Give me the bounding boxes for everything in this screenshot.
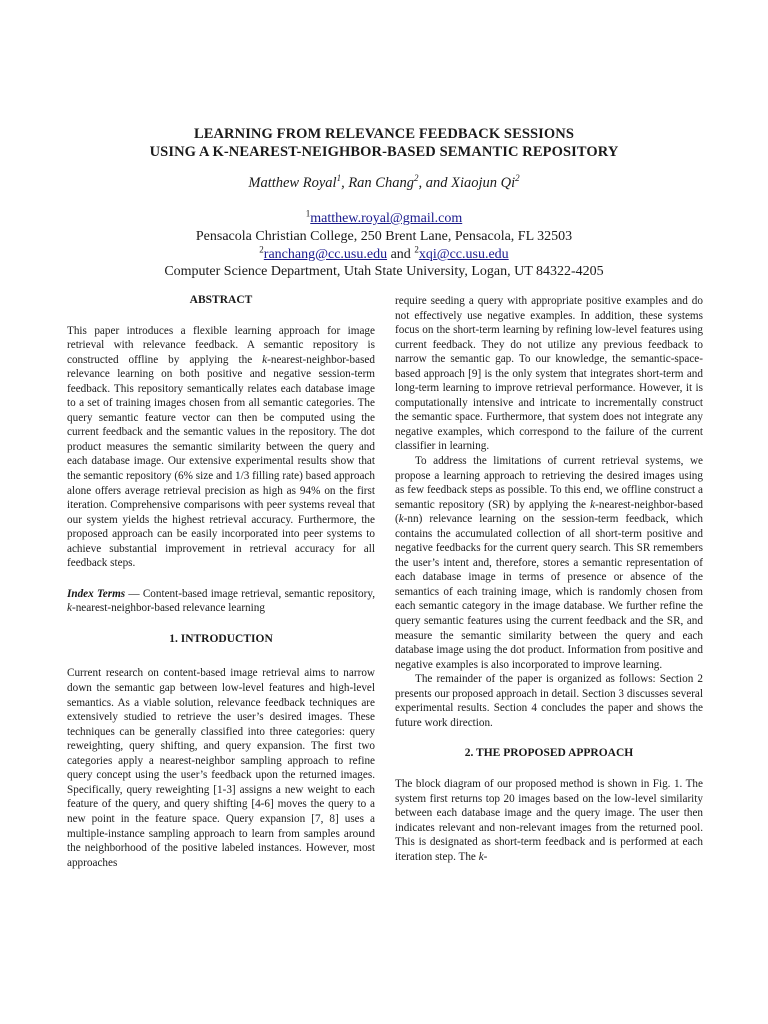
affiliation-email-1 bbox=[0, 210, 768, 227]
author-separator: , and bbox=[418, 175, 452, 191]
right-paragraph-2: To address the limitations of current retrieval systems, we propose a learning approach to retrieving the desired images using as few feedback steps as possible. To this end, we offline construct a semantic repository (SR) by applying the k-nearest-neighbor-based (k-nn) relevance learning on the session-term feedback, which contains the accumulated collection of all short-term positive and negative feedbacks for the current query search. This SR remembers the user’s intent and, therefore, stores a semantic representation of each database image in terms of presence or absence of the semantics of each training image, which is randomly chosen from each semantic category in the image database. We further refine the query semantic features using the current feedback and the SR, and measure the semantic similarity between the query and each database image using the dot product. Information from positive and negative examples is also incorporated to improve learning. bbox=[395, 455, 703, 671]
proposed-approach-heading: 2. THE PROPOSED APPROACH bbox=[464, 747, 634, 760]
abstract-heading: ABSTRACT bbox=[189, 294, 253, 306]
author-1-sup: 1 bbox=[336, 173, 342, 184]
author-3: Xiaojun Qi bbox=[451, 175, 516, 191]
author-2-sup: 2 bbox=[413, 173, 419, 184]
index-terms: Index Terms — Content-based image retrieval, semantic repository, k-nearest-neighbor-based relevance learning bbox=[67, 587, 375, 615]
introduction-heading: 1. INTRODUCTION bbox=[169, 632, 273, 645]
paper-title-line2: USING A K-NEAREST-NEIGHBOR-BASED SEMANTIC REPOSITORY bbox=[149, 144, 619, 160]
email-link-3[interactable]: xqi@cc.usu.edu bbox=[418, 247, 509, 262]
email-2-sup: 2 bbox=[259, 244, 264, 255]
author-1: Matthew Royal bbox=[248, 175, 337, 191]
introduction-paragraph: Current research on content-based image retrieval aims to narrow down the semantic gap between low-level features and high-level semantics. As a viable solution, relevance feedback techniques are extensively studied to retrieve the user’s desired images. These techniques can be generally classified into three categories: query reweighting, query shifting, and query expansion. The first two categories apply a nearest-neighbor sampling approach to refine query concept using the user’s feedback upon the returned images. Specifically, query reweighting [1-3] assigns a new weight to each feature of the query, and query shifting [4-6] moves the query to a new point in the feature space. Query expansion [7, 8] uses a multiple-instance sampling approach to learn from samples around the neighborhood of the positive labeled instances. However, most approaches bbox=[67, 667, 375, 869]
email-link-2[interactable]: ranchang@cc.usu.edu bbox=[263, 247, 388, 262]
author-2: Ran Chang bbox=[348, 175, 414, 191]
email-link-1[interactable]: matthew.royal@gmail.com bbox=[310, 211, 463, 226]
email-3-sup: 2 bbox=[414, 244, 419, 255]
author-3-sup: 2 bbox=[515, 173, 520, 184]
email-1-sup: 1 bbox=[305, 208, 311, 219]
index-terms-label: Index Terms bbox=[67, 587, 126, 600]
author-separator: , bbox=[341, 175, 349, 191]
right-paragraph-4: The block diagram of our proposed method is shown in Fig. 1. The system first returns top 20 images based on the low-level similarity between each database image and the query image. The user then indicates relevant and non-relevant images from the returned pool. This is designated as short-term feedback and is performed at each iteration step. The k- bbox=[395, 777, 703, 863]
right-paragraph-1: require seeding a query with appropriate positive examples and do not effectively use negative examples. In addition, these systems focus on the short-term learning by refining low-level features using current feedback. They do not utilize any previous feedback to narrow the semantic gap. To our knowledge, the semantic-space-based approach [9] is the only system that integrates short-term and long-term learning to improve retrieval performance. However, it is computationally intensive and intricate to incrementally construct the semantic space. Furthermore, that system does not integrate any negative examples, which correspond to the failure of the current classifier in learning. bbox=[395, 295, 703, 453]
affiliation-and: and bbox=[387, 247, 415, 262]
right-paragraph-3: The remainder of the paper is organized as follows: Section 2 presents our proposed approach in detail. Section 3 discusses several experimental results. Section 4 concludes the paper and shows the future work direction. bbox=[395, 673, 703, 729]
author-list bbox=[0, 175, 768, 192]
right-column bbox=[395, 294, 703, 864]
left-column bbox=[67, 293, 375, 870]
affiliation-emails-2 bbox=[0, 246, 768, 263]
abstract-text: This paper introduces a flexible learning approach for image retrieval with relevance feedback. A semantic repository is constructed offline by applying the k-nearest-neighbor-based relevance learning on both positive and negative session-term feedback. This repository semantically relates each database image to a set of training images chosen from all semantic categories. The query semantic feature vector can then be computed using the current feedback and the semantic values in the repository. The dot product measures the semantic similarity between the query and each database image. Our extensive experimental results show that the semantic repository (6% size and 1/3 filling rate) based approach alone offers average retrieval precision as high as 94% on the first iteration. Comprehensive comparisons with peer systems reveal that our system yields the highest retrieval accuracy. Furthermore, the proposed approach can be easily incorporated into peer systems to achieve substantial improvement in retrieval accuracy for all feedback steps. bbox=[67, 324, 375, 570]
affiliation-institution-2: Computer Science Department, Utah State University, Logan, UT 84322-4205 bbox=[164, 264, 604, 279]
paper-title-line1: LEARNING FROM RELEVANCE FEEDBACK SESSIONS bbox=[193, 126, 575, 142]
affiliation-institution-1: Pensacola Christian College, 250 Brent Lane, Pensacola, FL 32503 bbox=[195, 229, 573, 244]
